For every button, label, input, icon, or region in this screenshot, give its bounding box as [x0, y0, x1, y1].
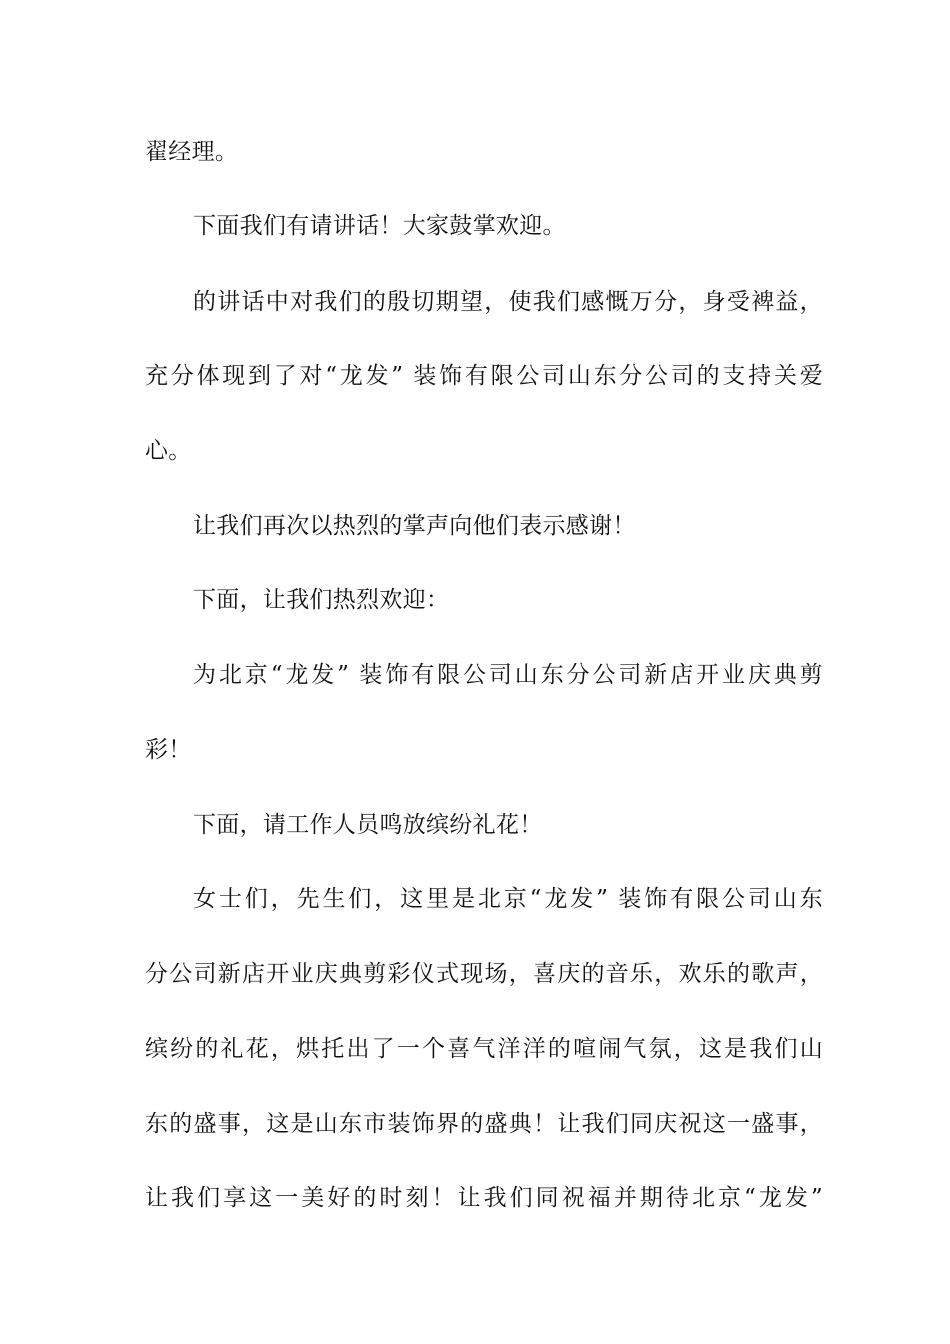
line-text: 东的盛事，这是山东市装饰界的盛典！让我们同庆祝这一盛事， — [145, 1111, 823, 1137]
line-text: 下面，让我们热烈欢迎： — [193, 587, 450, 613]
line-text: 女士们，先生们，这里是北京“龙发” 装饰有限公司山东 — [193, 886, 823, 912]
line-text: 下面我们有请讲话！大家鼓掌欢迎。 — [193, 213, 566, 239]
line-text: 让我们享这一美好的时刻！让我们同祝福并期待北京“龙发” — [145, 1185, 823, 1211]
text-line — [0, 431, 950, 471]
text-line — [0, 655, 950, 695]
line-text: 翟经理。 — [145, 139, 239, 165]
text-line — [0, 1029, 950, 1069]
text-line — [0, 580, 950, 620]
text-line — [0, 282, 950, 322]
line-text: 分公司新店开业庆典剪彩仪式现场，喜庆的音乐，欢乐的歌声， — [145, 961, 823, 987]
line-text: 为北京“龙发” 装饰有限公司山东分公司新店开业庆典剪 — [193, 662, 823, 688]
line-text: 下面，请工作人员鸣放缤纷礼花！ — [193, 812, 543, 838]
line-text: 缤纷的礼花，烘托出了一个喜气洋洋的喧闹气氛，这是我们山 — [145, 1036, 823, 1062]
line-text: 让我们再次以热烈的掌声向他们表示感谢！ — [193, 513, 636, 539]
text-line — [0, 506, 950, 546]
line-text: 彩！ — [145, 737, 192, 763]
line-text: 心。 — [145, 438, 192, 464]
text-line — [0, 206, 950, 246]
text-line — [0, 805, 950, 845]
text-line — [0, 954, 950, 994]
line-text: 的讲话中对我们的殷切期望，使我们感慨万分，身受裨益， — [193, 289, 823, 315]
line-text: 充分体现到了对“龙发” 装饰有限公司山东分公司的支持关爱 — [145, 363, 823, 389]
text-line — [0, 1178, 950, 1218]
text-line — [0, 730, 950, 770]
text-line — [0, 879, 950, 919]
text-line — [0, 356, 950, 396]
text-line — [0, 132, 950, 172]
text-line — [0, 1104, 950, 1144]
